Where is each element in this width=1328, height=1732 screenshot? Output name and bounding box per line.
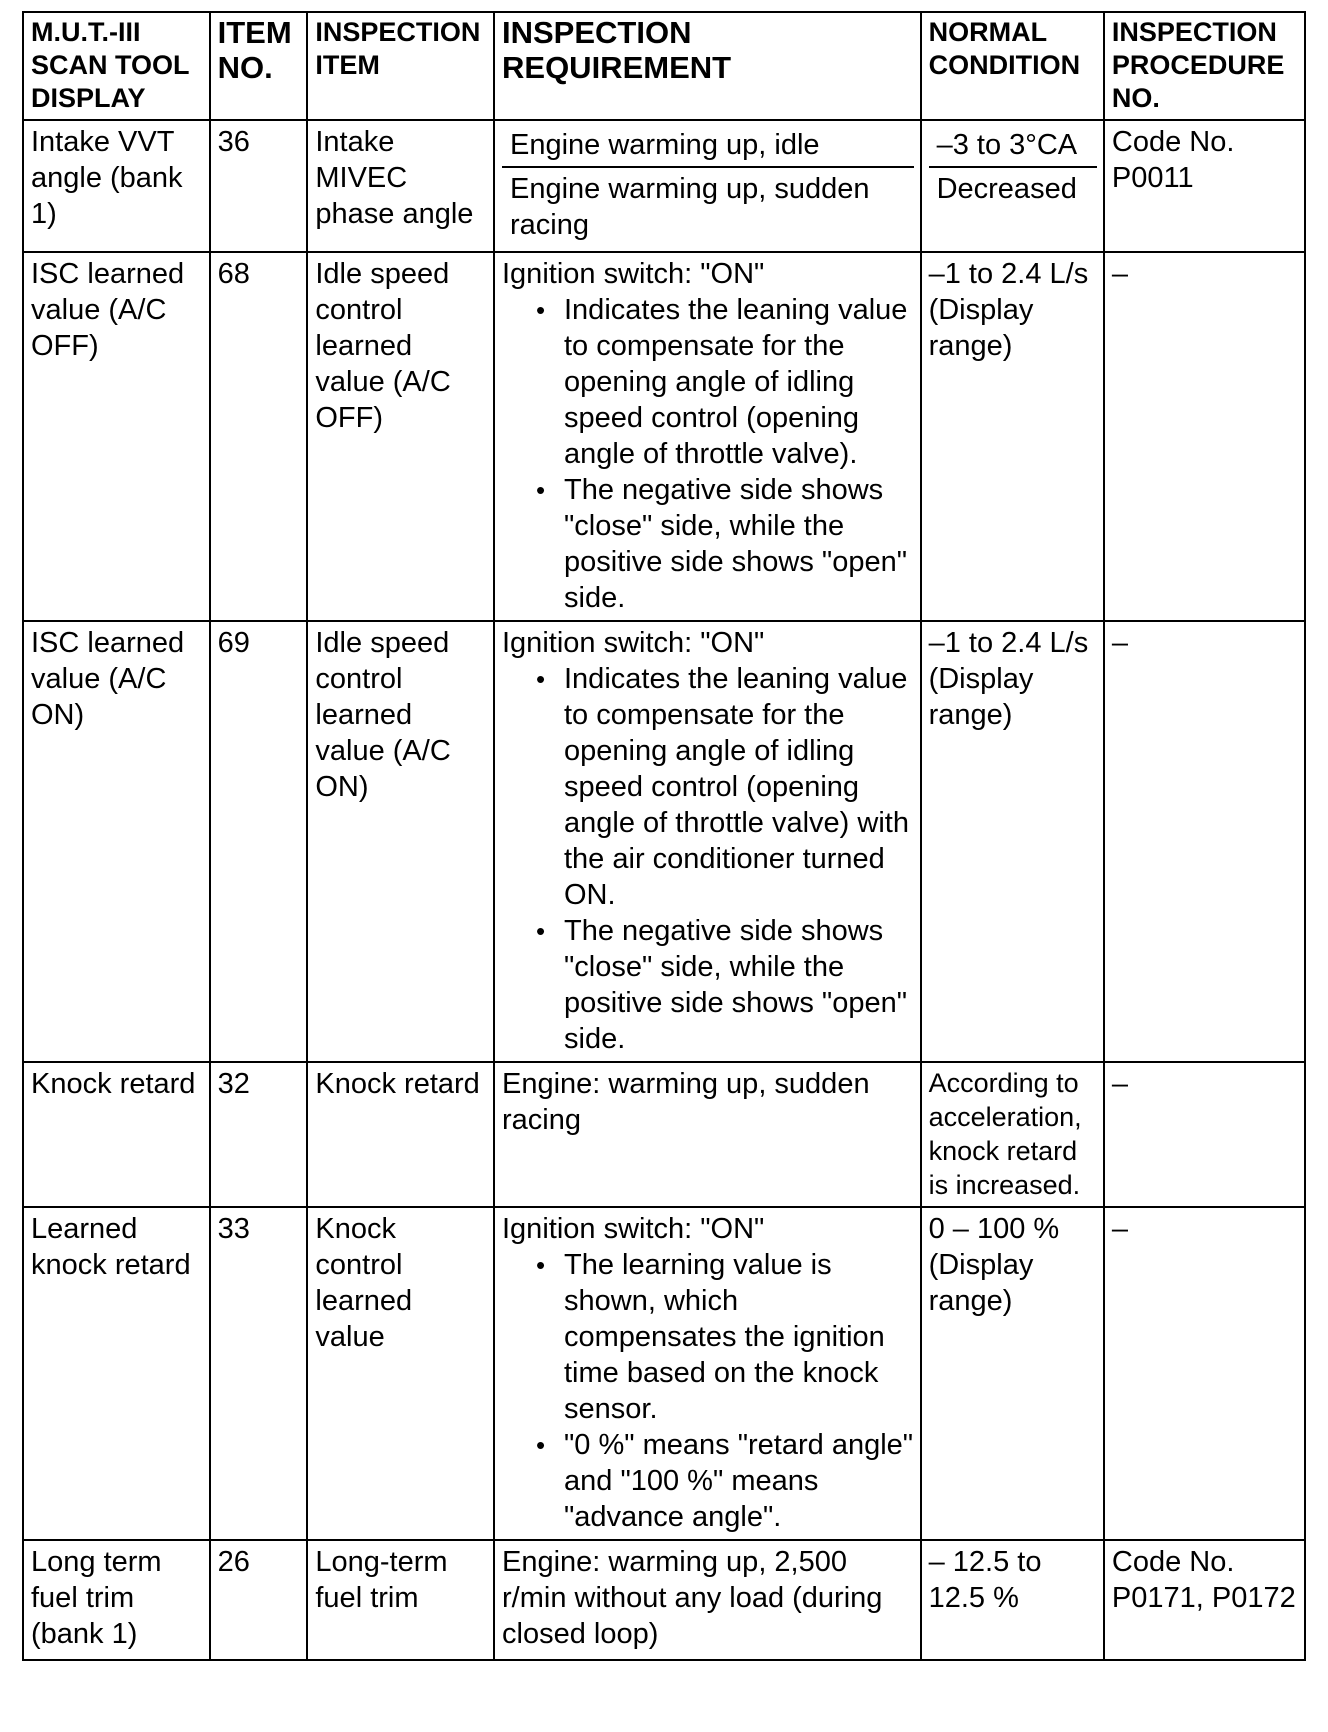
cell-normal-condition: –1 to 2.4 L/s (Display range) bbox=[921, 621, 1104, 1062]
requirement-lead: Ignition switch: "ON" bbox=[502, 627, 765, 659]
cell-display: ISC learned value (A/C OFF) bbox=[23, 252, 210, 621]
cell-normal-condition: According to acceleration, knock retard is increased. bbox=[921, 1062, 1104, 1207]
cell-item-no: 33 bbox=[210, 1207, 308, 1540]
requirement-lead: Ignition switch: "ON" bbox=[502, 258, 765, 290]
cell-display: Learned knock retard bbox=[23, 1207, 210, 1540]
cell-procedure: Code No. P0171, P0172 bbox=[1104, 1540, 1305, 1660]
cell-procedure: – bbox=[1104, 1062, 1305, 1207]
cell-procedure: Code No. P0011 bbox=[1104, 120, 1305, 252]
table-row bbox=[23, 621, 1305, 1062]
list-item: • The negative side shows "close" side, while the positive side shows "open" side. bbox=[564, 913, 914, 1057]
cell-requirement bbox=[494, 621, 921, 1062]
table-row bbox=[23, 252, 1305, 621]
cell-item-no: 69 bbox=[210, 621, 308, 1062]
table-row bbox=[23, 1540, 1305, 1660]
table-row bbox=[23, 1207, 1305, 1540]
requirement-idle: Engine warming up, idle bbox=[502, 124, 914, 168]
cell-inspection-item: Knock control learned value bbox=[307, 1207, 494, 1540]
cell-normal-condition: – 12.5 to 12.5 % bbox=[921, 1540, 1104, 1660]
cell-procedure: – bbox=[1104, 252, 1305, 621]
header-item-no: ITEM NO. bbox=[210, 12, 308, 120]
cell-inspection-item: Knock retard bbox=[307, 1062, 494, 1207]
header-row bbox=[23, 12, 1305, 120]
requirement-bullets bbox=[502, 292, 914, 616]
cell-procedure: – bbox=[1104, 1207, 1305, 1540]
cell-item-no: 26 bbox=[210, 1540, 308, 1660]
list-item: • Indicates the leaning value to compensate for the opening angle of idling speed control (opening angle of throttle valve). bbox=[564, 292, 914, 472]
cell-inspection-item: Idle speed control learned value (A/C OFF) bbox=[307, 252, 494, 621]
normal-idle: –3 to 3°CA bbox=[929, 124, 1097, 168]
cell-requirement: Engine: warming up, sudden racing bbox=[494, 1062, 921, 1207]
cell-display: Intake VVT angle (bank 1) bbox=[23, 120, 210, 252]
cell-normal-condition bbox=[921, 120, 1104, 252]
requirement-lead: Ignition switch: "ON" bbox=[502, 1213, 765, 1245]
cell-procedure: – bbox=[1104, 621, 1305, 1062]
cell-item-no: 68 bbox=[210, 252, 308, 621]
cell-display: ISC learned value (A/C ON) bbox=[23, 621, 210, 1062]
header-normal-condition: NORMAL CONDITION bbox=[921, 12, 1104, 120]
cell-requirement bbox=[494, 120, 921, 252]
table-row bbox=[23, 1062, 1305, 1207]
cell-requirement: Engine: warming up, 2,500 r/min without any load (during closed loop) bbox=[494, 1540, 921, 1660]
cell-normal-condition: 0 – 100 % (Display range) bbox=[921, 1207, 1104, 1540]
cell-display: Knock retard bbox=[23, 1062, 210, 1207]
header-procedure: INSPECTION PROCEDURE NO. bbox=[1104, 12, 1305, 120]
cell-item-no: 32 bbox=[210, 1062, 308, 1207]
header-requirement: INSPECTION REQUIREMENT bbox=[494, 12, 921, 120]
cell-display: Long term fuel trim (bank 1) bbox=[23, 1540, 210, 1660]
requirement-bullets bbox=[502, 661, 914, 1057]
table-row bbox=[23, 120, 1305, 252]
list-item: • Indicates the leaning value to compensate for the opening angle of idling speed control (opening angle of throttle valve) with the air conditioner turned ON. bbox=[564, 661, 914, 913]
cell-inspection-item: Intake MIVEC phase angle bbox=[307, 120, 494, 252]
cell-requirement bbox=[494, 252, 921, 621]
list-item: • "0 %" means "retard angle" and "100 %" means "advance angle". bbox=[564, 1427, 914, 1535]
header-display: M.U.T.-III SCAN TOOL DISPLAY bbox=[23, 12, 210, 120]
cell-inspection-item: Long-term fuel trim bbox=[307, 1540, 494, 1660]
cell-requirement bbox=[494, 1207, 921, 1540]
requirement-bullets bbox=[502, 1247, 914, 1535]
inspection-table bbox=[22, 11, 1306, 1661]
cell-inspection-item: Idle speed control learned value (A/C ON) bbox=[307, 621, 494, 1062]
list-item: • The negative side shows "close" side, while the positive side shows "open" side. bbox=[564, 472, 914, 616]
list-item: • The learning value is shown, which compensates the ignition time based on the knock sensor. bbox=[564, 1247, 914, 1427]
normal-racing: Decreased bbox=[936, 173, 1077, 205]
cell-item-no: 36 bbox=[210, 120, 308, 252]
header-inspection-item: INSPECTION ITEM bbox=[307, 12, 494, 120]
cell-normal-condition: –1 to 2.4 L/s (Display range) bbox=[921, 252, 1104, 621]
requirement-racing: Engine warming up, sudden racing bbox=[510, 173, 870, 241]
